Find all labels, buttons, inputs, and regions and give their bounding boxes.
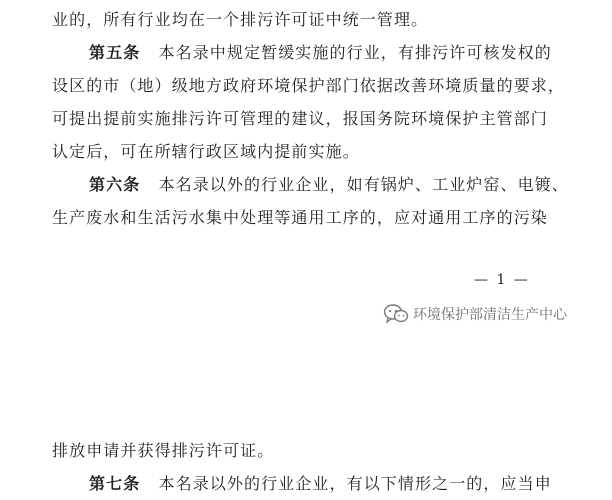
article-5-text: 设区的市（地）级地方政府环境保护部门依据改善环境质量的要求，	[52, 76, 566, 95]
article-5-line-4	[52, 141, 360, 163]
article-7-line-1	[89, 473, 552, 495]
article-5-text: 认定后，可在所辖行政区域内提前实施。	[52, 142, 360, 161]
article-5-text: 本名录中规定暂缓实施的行业，有排污许可核发权的	[158, 43, 552, 62]
paragraph-text: 排放申请并获得排污许可证。	[52, 441, 275, 460]
article-6-text: 生产废水和生活污水集中处理等通用工序的，应对通用工序的污染	[52, 208, 548, 227]
article-5-label: 第五条	[89, 43, 141, 62]
article-7-text: 本名录以外的行业企业，有以下情形之一的，应当申	[158, 474, 552, 493]
wechat-icon	[383, 303, 409, 325]
article-5-line-1	[89, 42, 552, 64]
article-7-label: 第七条	[89, 474, 141, 493]
page-number: — 1 —	[474, 272, 530, 288]
article-6-line-2	[52, 207, 548, 229]
article-5-text: 可提出提前实施排污许可管理的建议，报国务院环境保护主管部门	[52, 109, 548, 128]
article-6-line-1	[89, 174, 569, 196]
article-6-label: 第六条	[89, 175, 141, 194]
watermark	[383, 303, 567, 325]
text-line	[52, 9, 428, 31]
paragraph-text: 业的，所有行业均在一个排污许可证中统一管理。	[52, 10, 429, 29]
article-5-line-3	[52, 108, 548, 130]
article-6-text: 本名录以外的行业企业，如有锅炉、工业炉窑、电镀、	[158, 175, 569, 194]
article-5-line-2	[52, 75, 565, 97]
text-line	[52, 440, 274, 462]
watermark-text: 环境保护部清洁生产中心	[413, 307, 567, 323]
